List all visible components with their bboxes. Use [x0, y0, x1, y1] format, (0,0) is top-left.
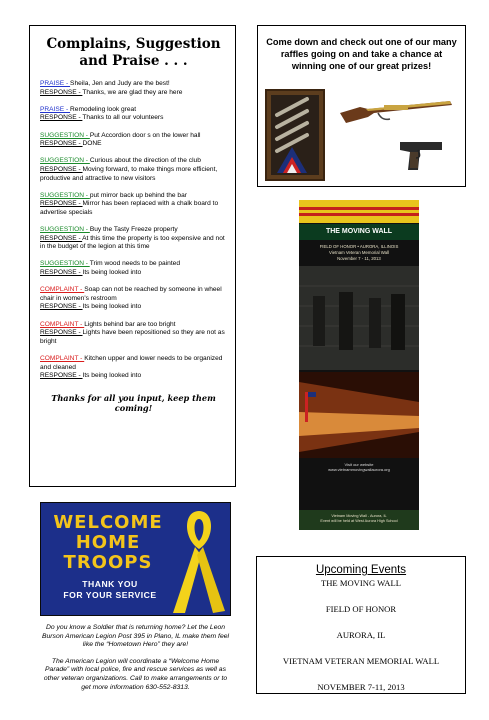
response-label: RESPONSE - [40, 234, 83, 242]
response-text: Its being looked into [82, 269, 142, 277]
feedback-text: Remodeling look great [70, 105, 137, 113]
response-text: DONE [82, 140, 102, 148]
response-text: At this time the property is too expensive and not in the budget of the legion at this time [40, 234, 225, 251]
feedback-entry [40, 321, 227, 347]
feedback-text: Put Accordion door s on the lower hall [89, 131, 201, 139]
suggestion-label: SUGGESTION - [40, 260, 90, 268]
praise-label: PRAISE - [40, 80, 71, 87]
feedback-text: Buy the Tasty Freeze property [89, 226, 178, 234]
response-label: RESPONSE - [40, 200, 83, 208]
event-line: THE MOVING WALL [320, 578, 402, 588]
feedback-text: Sheila, Jen and Judy are the best! [70, 80, 170, 87]
response-text: Lights have been repositioned so they are not as bright [40, 329, 225, 345]
welcome-heading: WELCOME HOME TROOPS [53, 512, 163, 573]
response-label: RESPONSE - [40, 329, 83, 337]
response-text: Mirror has been replaced with a chalk board to advertise specials [40, 200, 219, 216]
suggestion-label: SUGGESTION - [40, 157, 90, 165]
complaint-label: COMPLAINT - [40, 320, 85, 328]
response-label: RESPONSE - [40, 88, 83, 96]
welcome-paragraph-2: The American Legion will coordinate a “Welcome Home Parade” with local police, fire and rescue services as well as other veteran organizations. Call to make arrangements or to get more information 630-552-8313. [43, 657, 228, 691]
wall-candles-photo [299, 372, 419, 458]
feedback-entry [40, 132, 227, 149]
moving-wall-poster [299, 200, 419, 530]
welcome-description [40, 624, 231, 700]
suggestion-label: SUGGESTION - [40, 131, 90, 139]
feedback-entry [40, 80, 227, 97]
complaints-box [29, 25, 236, 487]
response-label: RESPONSE - [40, 303, 83, 311]
feedback-entry [40, 192, 227, 218]
response-text: Its being looked into [82, 372, 142, 380]
poster-title: THE MOVING WALL [299, 224, 419, 240]
event-line: AURORA, IL [336, 630, 386, 640]
feedback-entry [40, 106, 227, 123]
events-title: Upcoming Events [315, 564, 407, 576]
feedback-entry [40, 286, 227, 312]
response-label: RESPONSE - [40, 140, 83, 148]
wall-photo [299, 266, 419, 370]
yellow-ribbon-icon [169, 505, 229, 616]
feedback-entry [40, 157, 227, 183]
response-label: RESPONSE - [40, 269, 83, 277]
welcome-home-banner [40, 502, 231, 616]
feedback-text: Lights behind bar are too bright [84, 320, 176, 328]
feedback-entry [40, 355, 227, 381]
upcoming-events-box [256, 556, 466, 694]
event-line: NOVEMBER 7-11, 2013 [317, 682, 405, 692]
suggestion-label: SUGGESTION - [40, 226, 90, 234]
feedback-entry [40, 260, 227, 277]
feedback-text: Trim wood needs to be painted [89, 260, 181, 268]
feedback-entry [40, 226, 227, 252]
complaints-title [40, 36, 227, 70]
complaint-label: COMPLAINT - [40, 286, 85, 294]
suggestion-label: SUGGESTION - [40, 191, 90, 199]
complaints-title-line1: Complains, Suggestion [46, 36, 221, 52]
thanks-note: Thanks for all you input, keep them coming! [51, 392, 216, 413]
response-label: RESPONSE - [40, 165, 83, 173]
complaint-label: COMPLAINT - [40, 355, 85, 362]
welcome-paragraph-1: Do you know a Soldier that is returning home? Let the Leon Burson American Legion Post 395 in Plano, IL make them feel like the “Hometown Hero” they are! [41, 624, 230, 649]
feedback-list [40, 80, 227, 381]
response-label: RESPONSE - [40, 114, 83, 122]
response-text: Its being looked into [82, 303, 142, 311]
thank-you-text: THANK YOU FOR YOUR SERVICE [63, 579, 157, 600]
feedback-text: Kitchen upper and lower needs to be organized and cleaned [40, 355, 223, 371]
knife-display-case-image [265, 89, 325, 181]
raffle-box [257, 25, 466, 187]
response-text: Moving forward, to make things more efficient, productive and attractive to new visitors [40, 165, 218, 182]
response-text: Thanks, we are glad they are here [82, 88, 183, 96]
event-line: VIETNAM VETERAN MEMORIAL WALL [282, 656, 440, 666]
poster-bottom-banner: Vietnam Moving Wall - Aurora, IL Event will be held at West Aurora High School [299, 510, 419, 530]
poster-footer: Visit our website www.vietnammovingwallaurora.org [328, 462, 390, 473]
pistol-image [398, 138, 444, 174]
response-text: Thanks to all our volunteers [82, 114, 164, 122]
feedback-text: put mirror back up behind the bar [89, 191, 187, 199]
praise-label: PRAISE - [40, 105, 71, 113]
rifle-image [338, 91, 456, 131]
poster-subtitle: FIELD OF HONOR • AURORA, ILLINOIS Vietnam Veteran Memorial Wall November 7 - 11, 2013 [319, 244, 399, 262]
response-label: RESPONSE - [40, 372, 83, 380]
event-line: FIELD OF HONOR [325, 604, 397, 614]
complaints-title-line2: and Praise . . . [79, 53, 188, 69]
feedback-text: Soap can not be reached by someone in wheel chair in women's restroom [40, 286, 222, 302]
feedback-text: Curious about the direction of the club [89, 157, 201, 165]
raffle-text: Come down and check out one of our many raffles going on and take a chance at winning one of our great prizes! [266, 37, 457, 71]
